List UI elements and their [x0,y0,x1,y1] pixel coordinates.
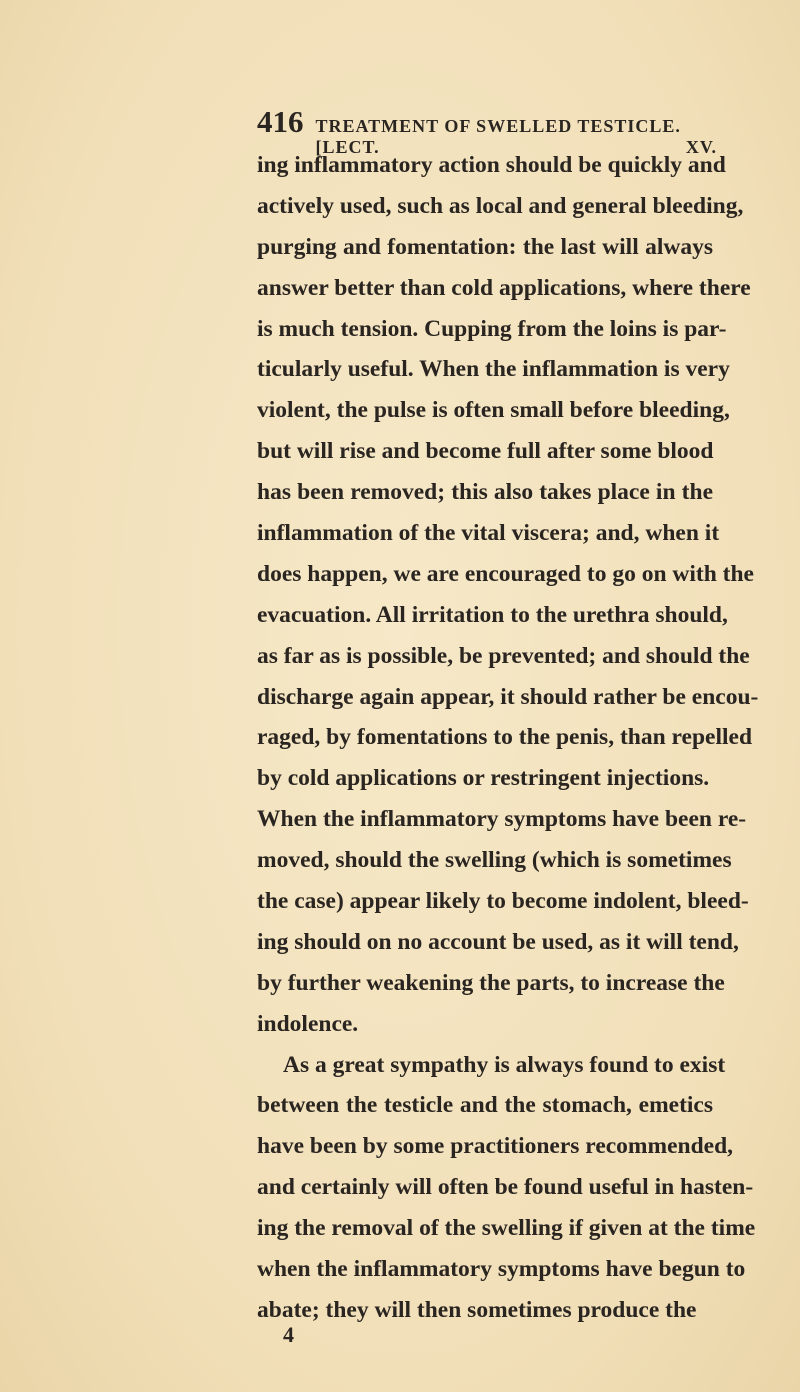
text-line: the case) appear likely to become indolent, bleed- [257,888,749,915]
text-line: answer better than cold applications, where there [257,274,751,301]
text-line: and certainly will often be found useful in hasten- [257,1174,754,1201]
page-number: 416 [257,104,304,139]
text-line: raged, by fomentations to the penis, than repelled [257,724,753,751]
text-line: have been by some practitioners recommended, [257,1133,734,1160]
text-line: ing the removal of the swelling if given at the time [257,1215,756,1242]
text-line: inflammation of the vital viscera; and, when it [257,520,720,547]
text-line: but will rise and become full after some blood [257,438,714,465]
text-line: When the inflammatory symptoms have been re- [257,806,747,833]
text-line: evacuation. All irritation to the urethra should, [257,601,728,628]
text-line: by further weakening the parts, to increase the [257,969,725,996]
text-line: indolence. [257,1010,359,1037]
running-title: TREATMENT OF SWELLED TESTICLE. [LECT. XV. [315,116,717,157]
text-line: ticularly useful. When the inflammation is very [257,356,730,383]
text-line: is much tension. Cupping from the loins is par- [257,315,727,342]
text-line: when the inflammatory symptoms have begun to [257,1256,746,1283]
text-line: by cold applications or restringent injections. [257,765,710,792]
text-line: violent, the pulse is often small before bleeding, [257,397,730,424]
running-header [257,104,717,157]
text-line: between the testicle and the stomach, emetics [257,1092,713,1119]
text-line: abate; they will then sometimes produce the [257,1296,697,1323]
text-line: as far as is possible, be prevented; and should the [257,642,750,669]
text-line: discharge again appear, it should rather be encou- [257,683,759,710]
signature-mark: 4 [283,1322,294,1347]
text-line: As a great sympathy is always found to exist [283,1051,726,1078]
text-line: moved, should the swelling (which is sometimes [257,847,732,874]
text-line: does happen, we are encouraged to go on with the [257,560,754,587]
text-line: ing inflammatory action should be quickly and [257,152,726,178]
text-line: has been removed; this also takes place in the [257,479,713,506]
text-line: ing should on no account be used, as it will tend, [257,928,739,955]
text-line: purging and fomentation: the last will always [257,233,713,260]
text-line: actively used, such as local and general bleeding, [257,192,744,219]
body-text [257,145,759,1331]
